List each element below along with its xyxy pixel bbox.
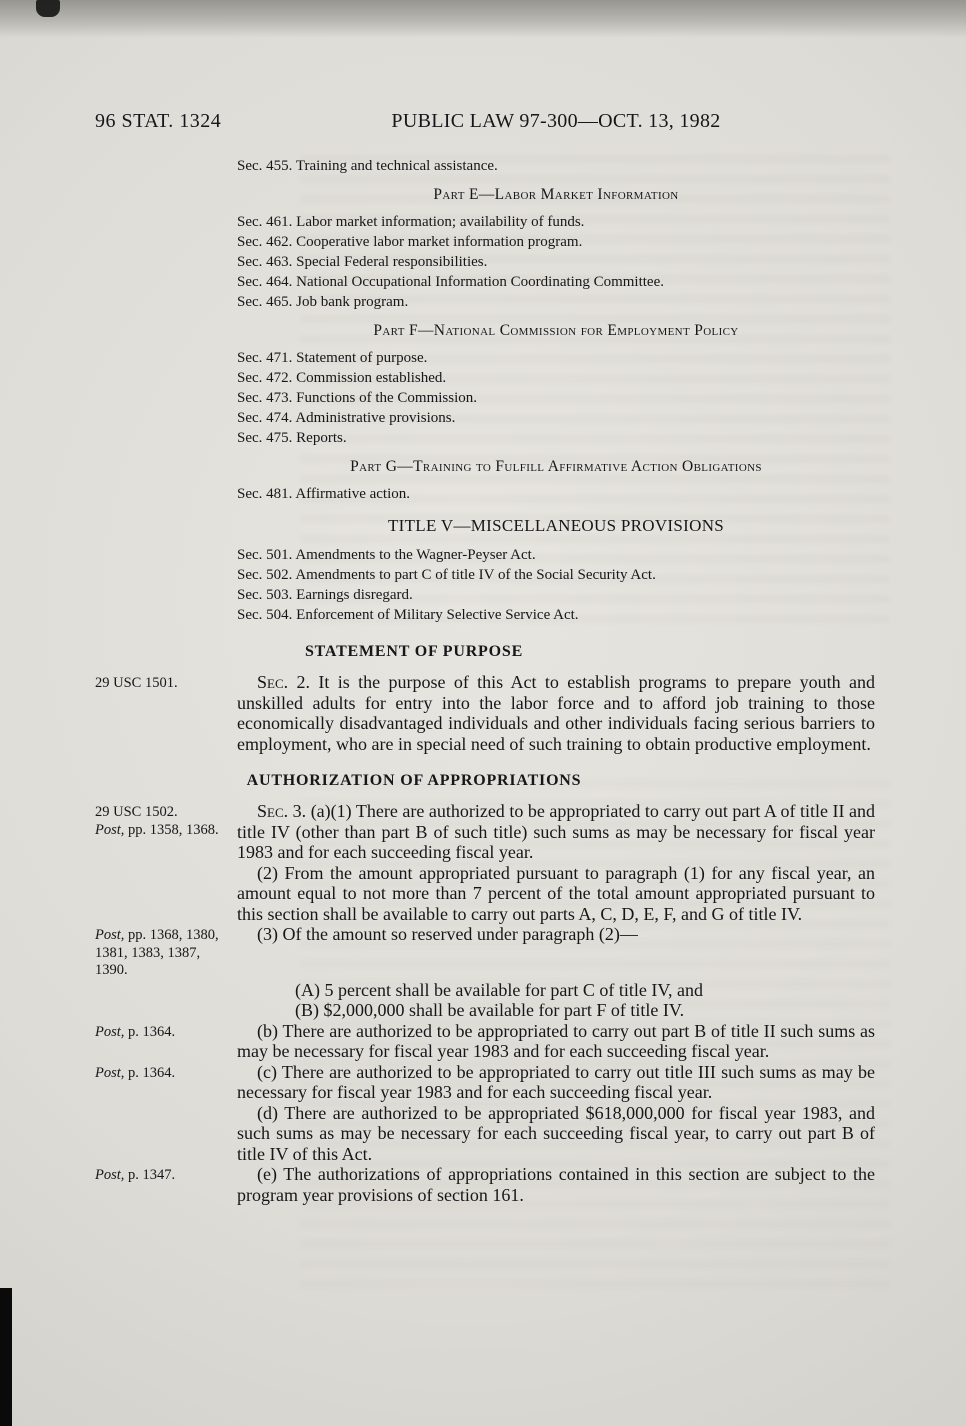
toc-entry: Sec. 471. Statement of purpose. — [237, 350, 428, 366]
page-content — [95, 134, 875, 1205]
margin-note-post: Post, — [95, 1167, 125, 1183]
margin-note-post-pages — [95, 924, 237, 980]
paragraph-row — [95, 801, 875, 863]
toc-entry: Sec. 503. Earnings disregard. — [237, 587, 413, 603]
margin-note-usc-1501 — [95, 672, 237, 693]
paragraph-row — [95, 924, 875, 980]
toc-entry: Sec. 501. Amendments to the Wagner-Peyser Act. — [237, 547, 536, 563]
toc-entry: Sec. 462. Cooperative labor market information program. — [237, 234, 583, 250]
margin-note-post: Post, — [95, 1064, 125, 1081]
section-lead: Sec. 3. — [257, 801, 307, 821]
margin-note-text: pp. 1358, 1368. — [128, 821, 219, 838]
toc-part-heading: Part G—Training to Fulfill Affirmative Action Obligations — [350, 458, 762, 475]
margin-note-text: p. 1364. — [128, 1064, 176, 1081]
paragraph-sec-3-c: (c) There are authorized to be appropriated to carry out title III such sums as may be necessary for fiscal year 1983 and for each succeeding fiscal year. — [237, 1061, 875, 1102]
margin-note-usc-1502 — [95, 801, 237, 839]
margin-note-empty — [95, 980, 237, 983]
margin-note-empty — [95, 863, 237, 866]
paragraph-sec-3-e: (e) The authorizations of appropriations contained in this section are subject to the program year provisions of section 161. — [237, 1164, 875, 1205]
toc-entry: Sec. 464. National Occupational Information Coordinating Committee. — [237, 274, 664, 290]
paragraph-sec-3-d: (d) There are authorized to be appropriated $618,000,000 for fiscal year 1983, and such sums as may be necessary for each succeeding fiscal year, to carry out part B of title IV of this Act. — [237, 1102, 875, 1164]
margin-note-post: Post, — [95, 821, 125, 838]
paragraph-row — [95, 863, 875, 925]
toc-entry: Sec. 481. Affirmative action. — [237, 486, 411, 502]
law-title: PUBLIC LAW 97-300—OCT. 13, 1982 — [391, 110, 721, 132]
paragraph-sec-3-a1 — [237, 801, 875, 863]
paragraph-text: It is the purpose of this Act to establish programs to prepare youth and unskilled adults for entry into the labor force and to afford job training to those economically disadvantaged individuals and other individuals facing serious barriers to employment, who are in special need of such training to obtain productive employment. — [237, 672, 876, 754]
page-number: 96 STAT. 1324 — [95, 110, 222, 132]
paragraph-row — [95, 980, 875, 1001]
paragraph-text: (a)(1) There are authorized to be appropriated to carry out part A of title II and title IV (other than part B of such title) such sums as may be necessary for fiscal year 1983 and for each succeeding fiscal year. — [237, 801, 875, 862]
margin-note-post: Post, — [95, 927, 125, 943]
paragraph-sec-3-b: (b) There are authorized to be appropriated to carry out part B of title II such sums as may be necessary for fiscal year 1983 and for each succeeding fiscal year. — [237, 1020, 875, 1061]
scan-artifact-left-bar — [0, 1288, 12, 1426]
margin-note-post-1364 — [95, 1021, 237, 1042]
toc-entry: Sec. 463. Special Federal responsibilities. — [237, 254, 488, 270]
scan-artifact-ink-blot — [36, 0, 60, 17]
margin-note-post-1364 — [95, 1062, 237, 1083]
paragraph-sec-2 — [237, 672, 875, 754]
paragraph-sec-3-3A: (A) 5 percent shall be available for part C of title IV, and — [295, 979, 704, 1000]
toc-title-heading: TITLE V—MISCELLANEOUS PROVISIONS — [387, 516, 725, 535]
toc-part-heading: Part F—National Commission for Employment Policy — [373, 322, 739, 339]
paragraph-sec-3-3: (3) Of the amount so reserved under paragraph (2)— — [257, 924, 638, 944]
paragraph-sec-3-3B: (B) $2,000,000 shall be available for part F of title IV. — [295, 1000, 685, 1020]
toc-entry: Sec. 502. Amendments to part C of title IV of the Social Security Act. — [237, 567, 656, 583]
toc-entry: Sec. 455. Training and technical assistance. — [237, 158, 498, 174]
toc-part-heading: Part E—Labor Market Information — [433, 186, 679, 203]
toc-entry: Sec. 465. Job bank program. — [237, 294, 409, 310]
paragraph-row — [95, 1164, 875, 1205]
paragraph-row — [95, 672, 875, 754]
scan-artifact-top-band — [0, 0, 966, 38]
margin-note-text: pp. 1368, 1380, 1381, 1383, 1387, 1390. — [95, 927, 219, 978]
toc-entry: Sec. 504. Enforcement of Military Selective Service Act. — [237, 607, 579, 623]
toc-entry: Sec. 461. Labor market information; availability of funds. — [237, 214, 585, 230]
statement-of-purpose-heading: STATEMENT OF PURPOSE — [304, 643, 524, 660]
paragraph-row — [95, 1000, 875, 1021]
paragraph-row — [95, 1103, 875, 1165]
paragraph-sec-3-2: (2) From the amount appropriated pursuant to paragraph (1) for any fiscal year, an amount equal to not more than 7 percent of the total amount appropriated pursuant to this section shall be available to carry out parts A, C, D, E, F, and G of title IV. — [237, 862, 875, 924]
section-lead: Sec. 2. — [257, 672, 310, 692]
toc-entry: Sec. 475. Reports. — [237, 430, 347, 446]
margin-note-post: Post, — [95, 1023, 125, 1040]
paragraph-row — [95, 1062, 875, 1103]
authorization-heading: AUTHORIZATION OF APPROPRIATIONS — [246, 772, 582, 789]
paragraph-row — [95, 1021, 875, 1062]
margin-note-text: p. 1364. — [128, 1023, 176, 1040]
margin-note-text: 29 USC 1502. — [95, 804, 178, 820]
table-of-contents — [237, 156, 875, 625]
margin-note-empty — [95, 1000, 237, 1003]
toc-entry: Sec. 474. Administrative provisions. — [237, 410, 456, 426]
margin-note-post-1347 — [95, 1164, 237, 1185]
margin-note-text: p. 1347. — [128, 1167, 176, 1183]
toc-entry: Sec. 473. Functions of the Commission. — [237, 390, 477, 406]
toc-entry: Sec. 472. Commission established. — [237, 370, 447, 386]
margin-note-empty — [95, 1103, 237, 1106]
margin-note-text: 29 USC 1501. — [95, 675, 178, 691]
